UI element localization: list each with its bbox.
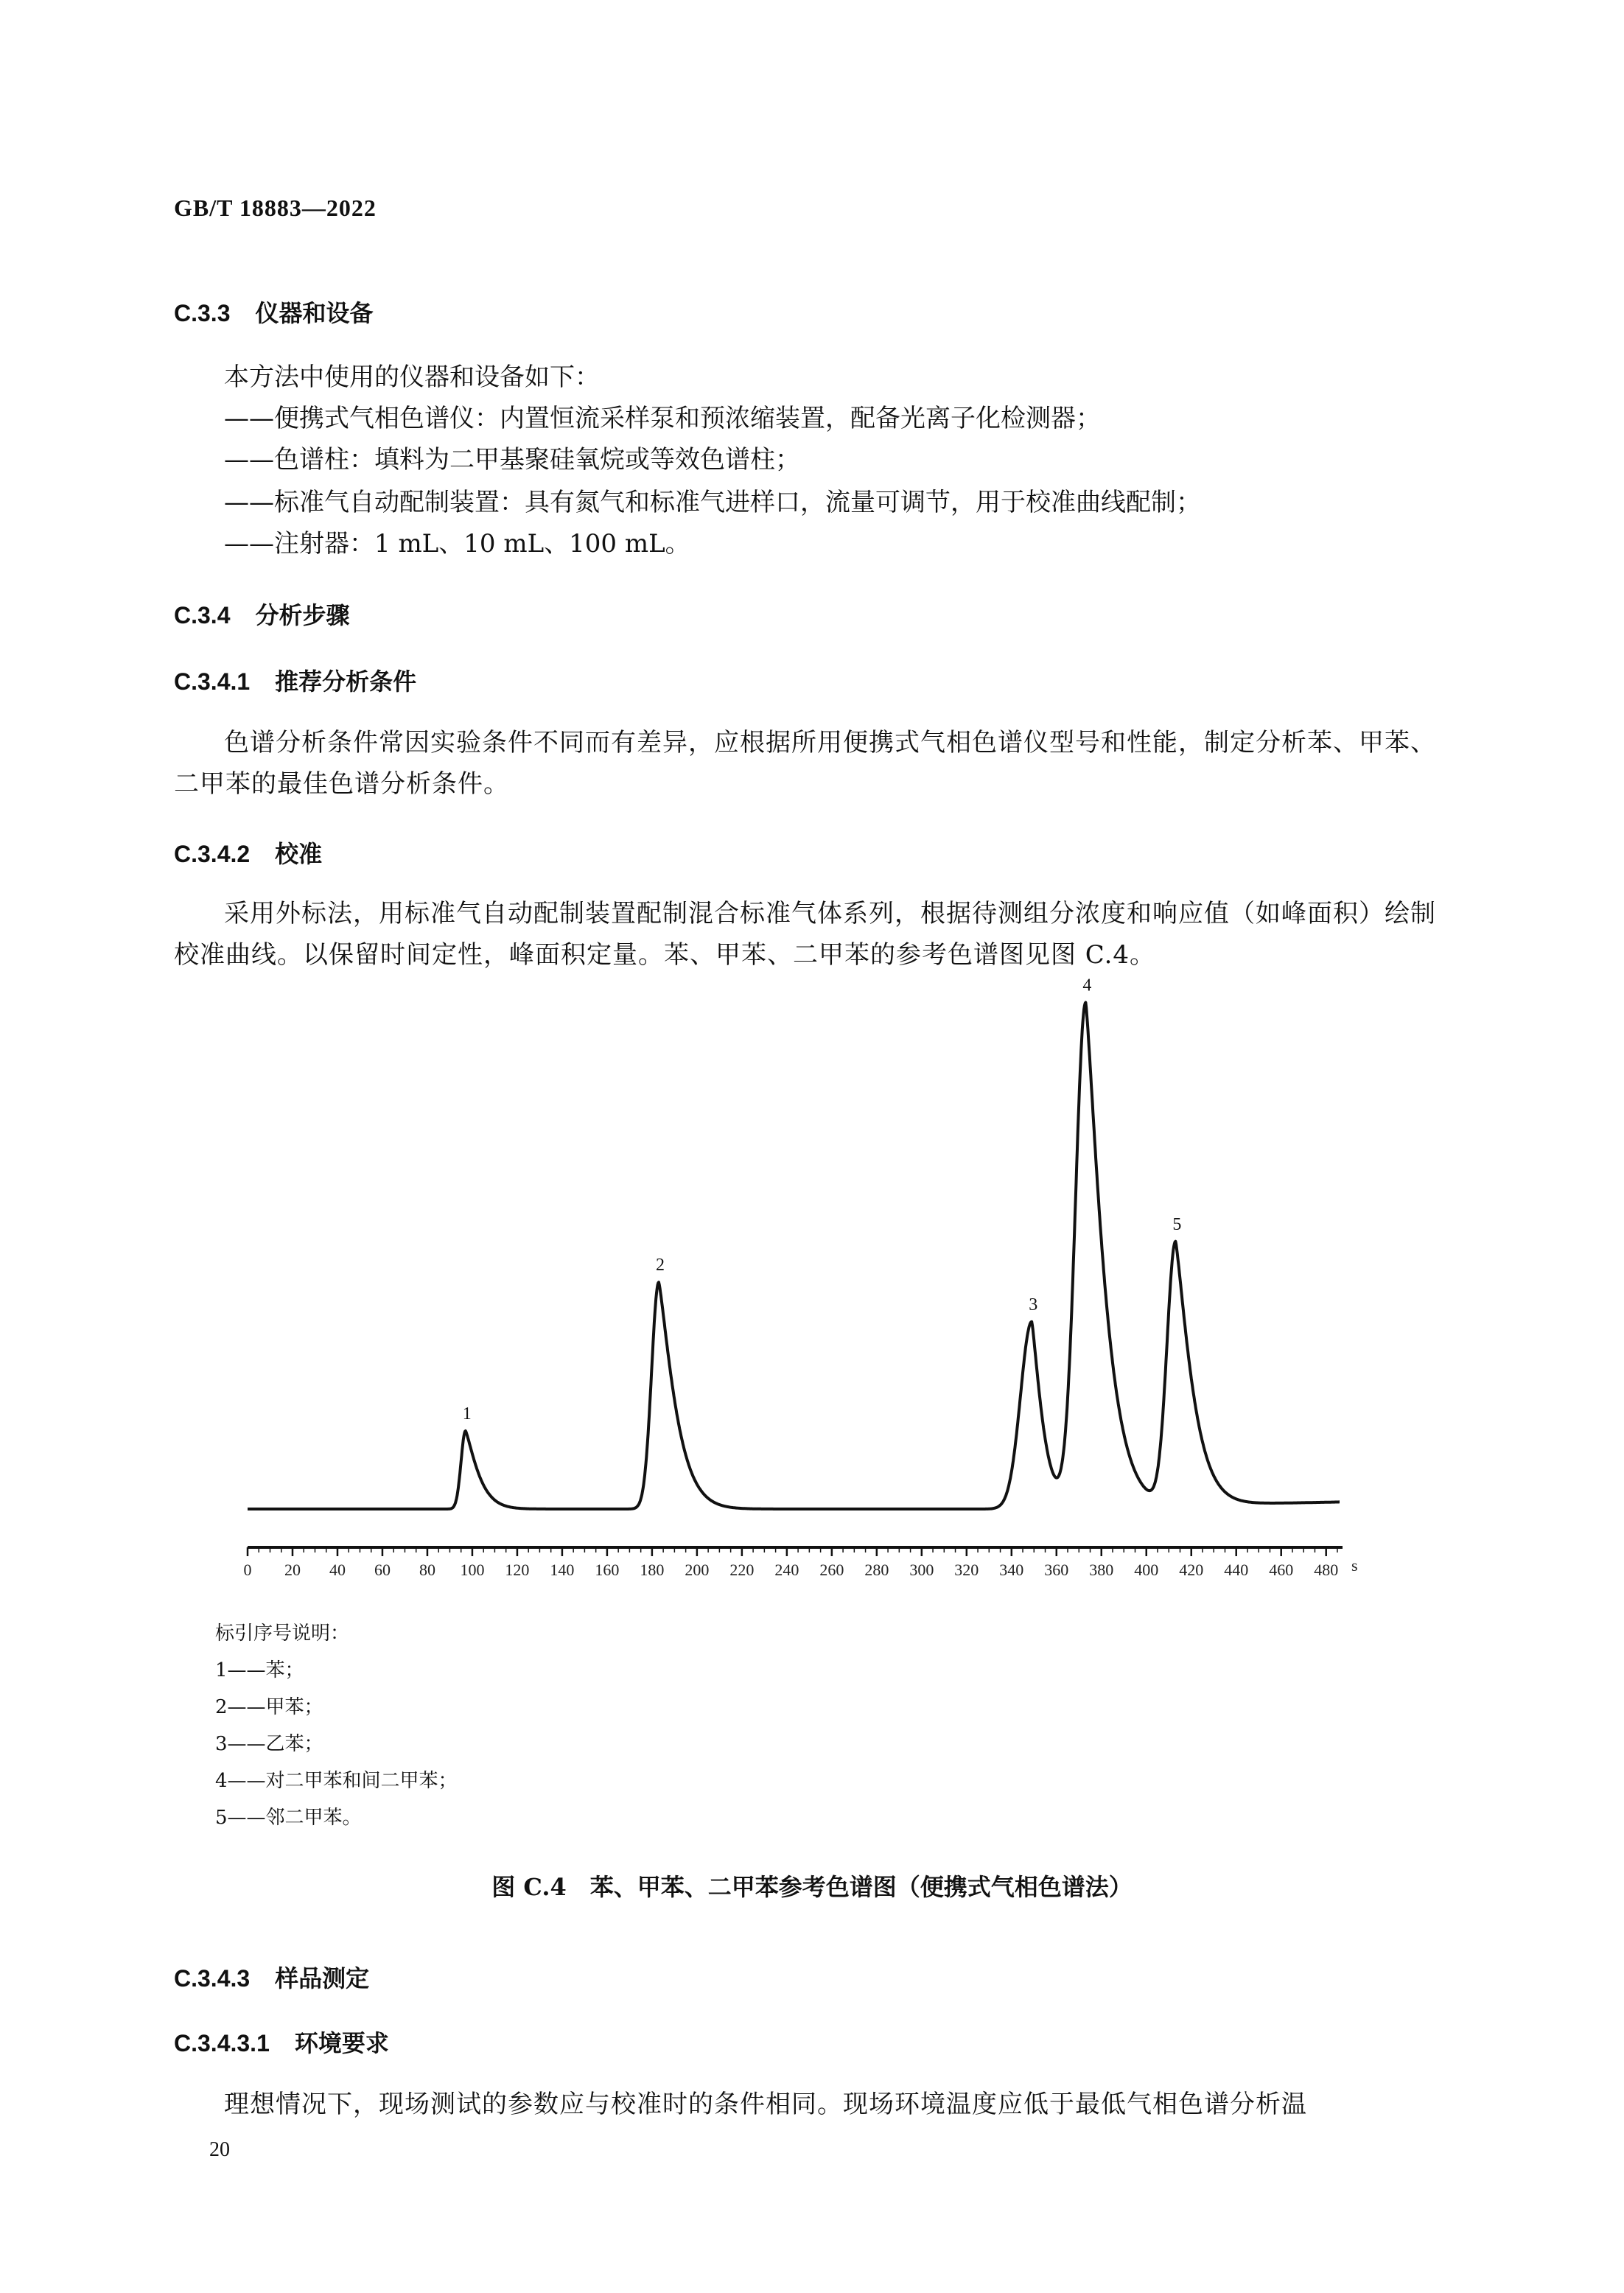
page-number: 20 <box>209 2138 230 2161</box>
x-axis <box>244 1547 1358 1579</box>
section-number: C.3.3 <box>174 300 231 326</box>
x-tick-label: 320 <box>954 1561 979 1579</box>
instrument-item: ——色谱柱：填料为二甲基聚硅氧烷或等效色谱柱； <box>224 445 800 475</box>
section-number: C.3.4 <box>174 602 231 629</box>
section-title: 样品测定 <box>275 1964 370 1992</box>
legend-item: 5——邻二甲苯。 <box>215 1807 362 1829</box>
section-number: C.3.4.3 <box>174 1965 251 1992</box>
x-tick-label: 220 <box>729 1561 755 1579</box>
figure-caption: 图 C.4 苯、甲苯、二甲苯参考色谱图（便携式气相色谱法） <box>491 1873 1133 1901</box>
legend-item: 4——对二甲苯和间二甲苯； <box>215 1770 458 1792</box>
peak-label: 1 <box>462 1404 472 1424</box>
section-number: C.3.4.1 <box>174 668 251 695</box>
section-title: 环境要求 <box>294 2029 389 2057</box>
x-tick-label: 400 <box>1134 1561 1159 1579</box>
x-tick-label: 20 <box>284 1561 301 1579</box>
peak-label: 2 <box>656 1256 665 1275</box>
x-tick-label: 480 <box>1314 1561 1339 1579</box>
x-tick-label: 80 <box>419 1561 435 1579</box>
legend-item: 1——苯； <box>215 1659 304 1681</box>
conditions-paragraph: 色谱分析条件常因实验条件不同而有差异，应根据所用便携式气相色谱仪型号和性能，制定分析苯、甲苯、二甲苯的最佳色谱分析条件。 <box>174 728 1436 799</box>
x-tick-label: 240 <box>774 1561 799 1579</box>
section-heading-c33431 <box>174 2025 389 2059</box>
x-tick-label: 120 <box>505 1561 530 1579</box>
x-tick-label: 420 <box>1179 1561 1204 1579</box>
environment-paragraph: 理想情况下，现场测试的参数应与校准时的条件相同。现场环境温度应低于最低气相色谱分析温 <box>224 2090 1307 2119</box>
section-heading-c3343 <box>174 1960 369 1994</box>
section-number: C.3.4.3.1 <box>174 2030 270 2056</box>
x-tick-label: 340 <box>999 1561 1024 1579</box>
x-tick-label: 100 <box>460 1561 485 1579</box>
x-tick-label: 460 <box>1269 1561 1294 1579</box>
x-tick-label: 40 <box>329 1561 346 1579</box>
legend-item: 2——甲苯； <box>215 1696 323 1718</box>
calibration-paragraph: 采用外标法，用标准气自动配制装置配制混合标准气体系列，根据待测组分浓度和响应值（如峰面积）绘制校准曲线。以保留时间定性，峰面积定量。苯、甲苯、二甲苯的参考色谱图见图 C.4。 <box>174 899 1436 970</box>
standard-number: GB/T 18883—2022 <box>174 195 377 221</box>
section-title: 推荐分析条件 <box>275 668 417 696</box>
x-tick-label: 380 <box>1089 1561 1114 1579</box>
x-tick-label: 360 <box>1044 1561 1069 1579</box>
x-tick-label: 0 <box>243 1561 252 1579</box>
section-number: C.3.4.2 <box>174 841 251 867</box>
x-tick-label: 200 <box>685 1561 710 1579</box>
x-tick-label: 260 <box>819 1561 844 1579</box>
peak-label: 3 <box>1029 1295 1038 1314</box>
x-tick-label: 180 <box>640 1561 665 1579</box>
x-tick-label: 440 <box>1224 1561 1249 1579</box>
section-title: 分析步骤 <box>255 601 350 629</box>
x-tick-label: 160 <box>595 1561 620 1579</box>
instrument-item: ——标准气自动配制装置：具有氮气和标准气进样口，流量可调节，用于校准曲线配制； <box>224 488 1201 517</box>
legend-item: 3——乙苯； <box>215 1733 323 1755</box>
x-tick-label: 300 <box>909 1561 934 1579</box>
section-title: 仪器和设备 <box>255 299 374 327</box>
peak-label: 4 <box>1082 976 1092 995</box>
instrument-item: ——注射器：1 mL、10 mL、100 mL。 <box>224 529 690 559</box>
x-tick-label: 140 <box>550 1561 575 1579</box>
x-tick-label: 280 <box>864 1561 889 1579</box>
legend-title: 标引序号说明： <box>215 1622 350 1645</box>
instrument-item: ——便携式气相色谱仪：内置恒流采样泵和预浓缩装置，配备光离子化检测器； <box>224 404 1101 433</box>
peak-label: 5 <box>1172 1214 1182 1234</box>
section-title: 校准 <box>275 840 323 868</box>
x-axis-unit: s <box>1351 1556 1358 1575</box>
chromatogram-trace <box>248 1003 1340 1510</box>
x-tick-label: 60 <box>374 1561 391 1579</box>
peak-labels <box>463 976 1182 1424</box>
instruments-intro: 本方法中使用的仪器和设备如下： <box>224 363 600 392</box>
